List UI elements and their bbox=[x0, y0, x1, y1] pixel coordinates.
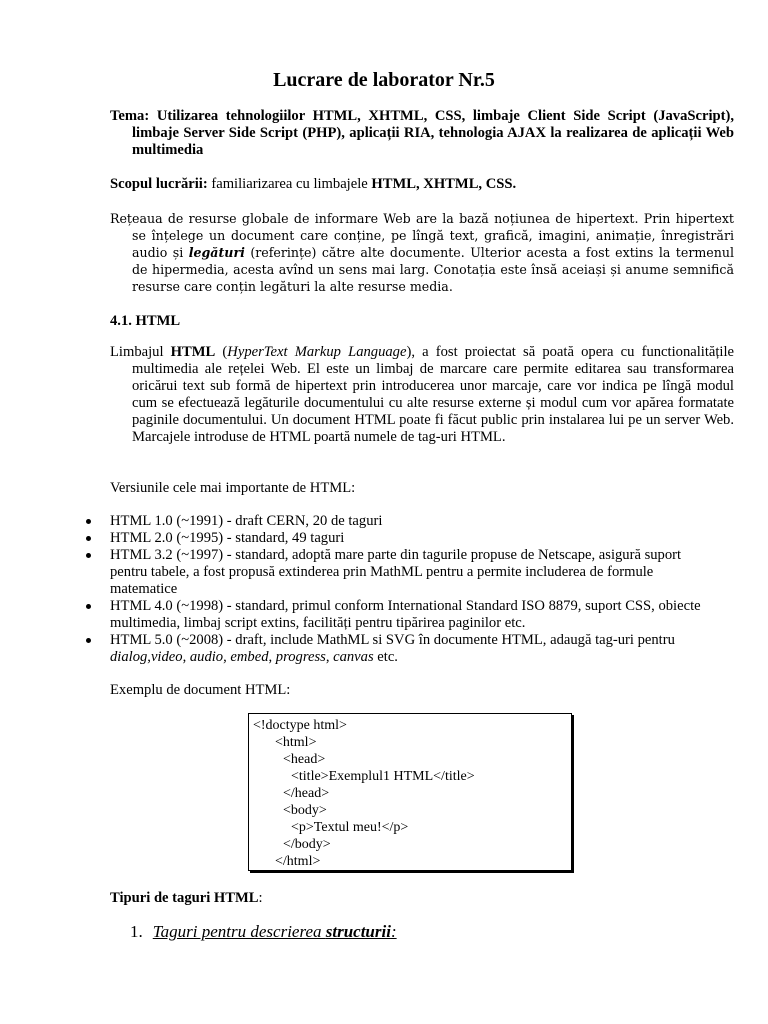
html-lead: Limbajul bbox=[110, 344, 171, 360]
item-colon: : bbox=[390, 922, 397, 941]
version-text: HTML 5.0 (~2008) - draft, include MathML si SVG în documente HTML, adaugă tag-uri pentru bbox=[110, 632, 675, 648]
html-paragraph bbox=[110, 344, 734, 446]
item-text bbox=[153, 922, 397, 941]
tema-label: Tema: bbox=[110, 108, 150, 124]
separator: , bbox=[268, 649, 276, 665]
versions-list bbox=[86, 513, 718, 666]
scopul-languages: HTML, XHTML, CSS. bbox=[371, 176, 517, 192]
separator: , bbox=[223, 649, 231, 665]
tag-types-colon: : bbox=[258, 890, 263, 906]
code-line: </head> bbox=[283, 786, 330, 801]
code-line: <html> bbox=[275, 735, 317, 750]
intro-emph: legături bbox=[188, 245, 245, 260]
versions-intro: Versiunile cele mai importante de HTML: bbox=[110, 480, 356, 496]
tag-name: audio bbox=[189, 649, 224, 665]
version-text: HTML 2.0 (~1995) - standard, 49 taguri bbox=[110, 530, 345, 546]
version-text: HTML 3.2 (~1997) - standard, adoptă mare parte din tagurile propuse de Netscape, asigură suport pentru tabele, a fost propusă extinderea prin MathML pentru a permite includerea de formule matematice bbox=[110, 547, 682, 597]
bullet-icon bbox=[86, 604, 91, 609]
version-text: HTML 1.0 (~1991) - draft CERN, 20 de taguri bbox=[110, 513, 383, 529]
code-line: </body> bbox=[283, 837, 331, 852]
code-line: <!doctype html> bbox=[253, 718, 347, 733]
version-text: HTML 4.0 (~1998) - standard, primul conform International Standard ISO 8879, suport CSS, obiecte multimedia, limbaj script extins, facilități pentru tipărirea paginilor etc. bbox=[110, 598, 701, 631]
intro-paragraph bbox=[110, 210, 734, 295]
tag-name: dialog bbox=[110, 649, 148, 665]
tema-text: Utilizarea tehnologiilor HTML, XHTML, CSS, limbaje Client Side Script (JavaScript), limbaje Server Side Script (PHP), aplicații RIA, tehnologia AJAX la realizarea de aplicații Web multimedia bbox=[132, 108, 734, 158]
numbered-item bbox=[130, 922, 397, 942]
html-paren: ( bbox=[215, 344, 228, 360]
code-line: <title>Exemplul1 HTML</title> bbox=[291, 769, 475, 784]
separator: , bbox=[182, 649, 190, 665]
intro-text-2: (referințe) către alte documente. Ulterior acesta a fost extins la termenul de hipermedia, acesta avînd un sens mai larg. Conotația este însă aceiași și anume semnifică resurse care conțin legături la alte resurse media. bbox=[132, 245, 734, 294]
bullet-icon bbox=[86, 519, 91, 524]
scopul-label: Scopul lucrării: bbox=[110, 176, 208, 192]
tag-types-heading bbox=[110, 890, 712, 907]
code-line: </html> bbox=[275, 854, 321, 869]
tema-paragraph bbox=[110, 108, 734, 159]
code-example-box bbox=[248, 713, 572, 871]
tag-types-label: Tipuri de taguri HTML bbox=[110, 890, 259, 906]
list-item bbox=[86, 632, 718, 666]
tag-name: embed bbox=[230, 649, 269, 665]
page-title: Lucrare de laborator Nr.5 bbox=[273, 69, 495, 91]
item-number: 1. bbox=[130, 922, 143, 941]
list-item bbox=[86, 513, 718, 530]
item-text-bold: structurii bbox=[325, 922, 391, 941]
list-item bbox=[86, 530, 718, 547]
list-item bbox=[86, 547, 718, 598]
scopul-paragraph bbox=[110, 176, 712, 193]
tag-name: canvas bbox=[333, 649, 374, 665]
scopul-text: familiarizarea cu limbajele bbox=[211, 176, 372, 192]
bullet-icon bbox=[86, 553, 91, 558]
bullet-icon bbox=[86, 638, 91, 643]
section-heading: 4.1. HTML bbox=[110, 313, 181, 329]
example-intro: Exemplu de document HTML: bbox=[110, 682, 291, 698]
code-line: <head> bbox=[283, 752, 326, 767]
item-text-lead: Taguri pentru descrierea bbox=[152, 922, 326, 941]
html-bold: HTML bbox=[170, 344, 216, 360]
separator: , bbox=[147, 649, 151, 665]
html-rest: ), a fost proiectat să poată opera cu functionalitățile multimedia ale rețelei Web. El este un limbaj de marcare care permite editarea sau transformarea oricărui text sub formă de hipertext prin introducerea unor marcaje, care vor indica pe lîngă modul cum se efectuează legăturile documentului cu alte resurse externe și modul cum vor apărea formatate paginile documentului. Un document HTML poate fi făcut public prin instalarea lui pe un server Web. Marcajele introduse de HTML poartă numele de tag-uri HTML. bbox=[132, 344, 734, 445]
html-italic: HyperText Markup Language bbox=[227, 344, 407, 360]
code-line: <p>Textul meu!</p> bbox=[291, 820, 409, 835]
intro-text-1: Rețeaua de resurse globale de informare Web are la bază noțiunea de hipertext. Prin hipertext se înțelege un document care conține, pe lîngă text, grafică, imagini, animație, înregistrări audio și bbox=[110, 211, 734, 260]
bullet-icon bbox=[86, 536, 91, 541]
list-item bbox=[86, 598, 718, 632]
version-text-end: etc. bbox=[373, 649, 398, 665]
tag-name: progress bbox=[275, 649, 326, 665]
code-line: <body> bbox=[283, 803, 327, 818]
separator: , bbox=[325, 649, 334, 665]
tag-name: video bbox=[150, 649, 183, 665]
